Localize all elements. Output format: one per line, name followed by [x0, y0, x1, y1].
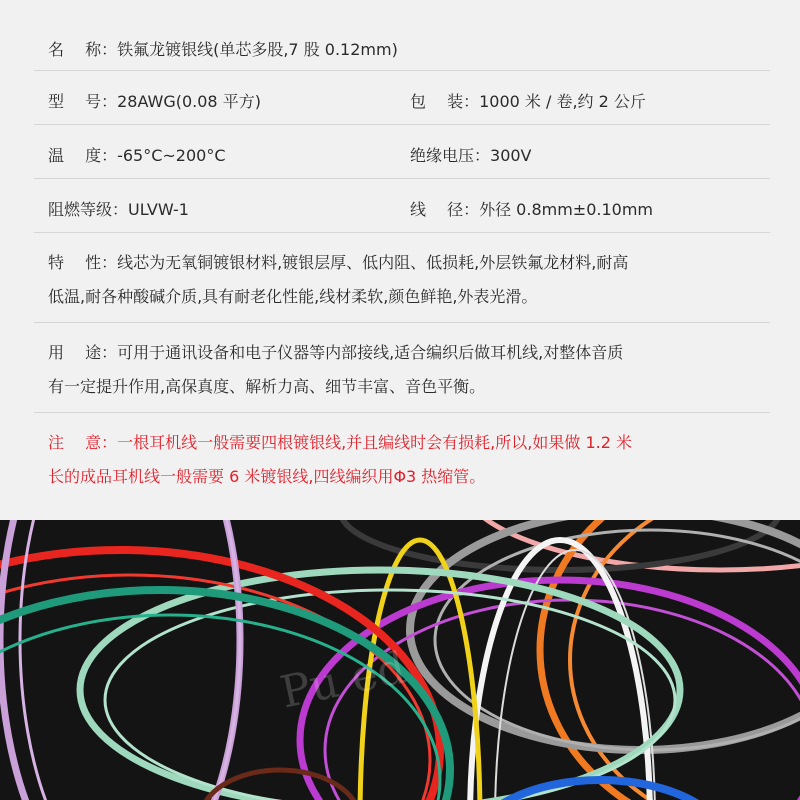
insulation-voltage-label: 绝缘电压：	[410, 146, 491, 165]
note-label: 注 意：	[48, 433, 118, 452]
name-value: 铁氟龙镀银线(单芯多股,7 股 0.12mm)	[117, 40, 398, 59]
diameter-label: 线 径：	[410, 200, 480, 219]
insulation-voltage-value: 300V	[490, 146, 532, 165]
watermark-text: Pu ed	[276, 642, 411, 719]
features-line-1: 线芯为无氧铜镀银材料,镀银层厚、低内阻、低损耗,外层铁氟龙材料,耐高	[117, 253, 629, 272]
temperature-label: 温 度：	[48, 146, 118, 165]
flame-rating-value: ULVW-1	[128, 200, 189, 219]
model-label: 型 号：	[48, 92, 118, 111]
package-label: 包 装：	[410, 92, 480, 111]
spec-row-name	[34, 30, 770, 71]
model-value: 28AWG(0.08 平方)	[117, 92, 261, 111]
note-line-1: 一根耳机线一般需要四根镀银线,并且编线时会有损耗,所以,如果做 1.2 米	[117, 433, 632, 452]
note-line-2: 长的成品耳机线一般需要 6 米镀银线,四线编织用Φ3 热缩管。	[48, 467, 486, 486]
features-label: 特 性：	[48, 253, 118, 272]
spec-row-flame-diameter	[34, 178, 770, 233]
features-line-2: 低温,耐各种酸碱介质,具有耐老化性能,线材柔软,颜色鲜艳,外表光滑。	[48, 287, 538, 306]
usage-line-2: 有一定提升作用,高保真度、解析力高、细节丰富、音色平衡。	[48, 377, 486, 396]
spec-row-note	[34, 412, 770, 502]
spec-row-model-package	[34, 70, 770, 125]
package-value: 1000 米 / 卷,约 2 公斤	[479, 92, 646, 111]
spec-row-usage	[34, 322, 770, 413]
usage-label: 用 途：	[48, 343, 118, 362]
flame-rating-label: 阻燃等级：	[48, 200, 129, 219]
diameter-value: 外径 0.8mm±0.10mm	[479, 200, 654, 219]
usage-line-1: 可用于通讯设备和电子仪器等内部接线,适合编织后做耳机线,对整体音质	[117, 343, 624, 362]
spec-row-temperature-voltage	[34, 124, 770, 179]
spec-row-features	[34, 232, 770, 323]
name-label: 名 称：	[48, 40, 118, 59]
temperature-value: -65°C~200°C	[117, 146, 226, 165]
